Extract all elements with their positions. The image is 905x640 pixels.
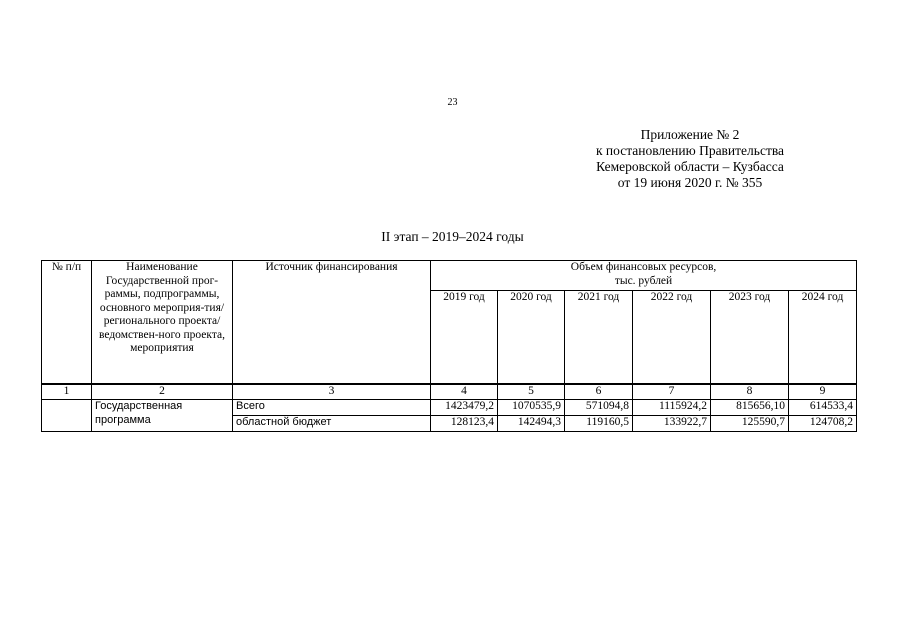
table-row	[42, 400, 857, 416]
header-year: 2023 год	[711, 291, 789, 385]
value-cell: 133922,7	[633, 416, 711, 432]
stage-title: II этап – 2019–2024 годы	[381, 229, 524, 244]
value-cell: 128123,4	[431, 416, 498, 432]
column-number: 5	[498, 384, 565, 400]
value-cell: 1115924,2	[633, 400, 711, 416]
column-number: 2	[92, 384, 233, 400]
header-num: № п/п	[42, 261, 92, 385]
value-cell: 571094,8	[565, 400, 633, 416]
approval-stamp	[560, 127, 820, 191]
value-cell: 815656,10	[711, 400, 789, 416]
source-cell: областной бюджет	[233, 416, 431, 432]
value-cell: 1070535,9	[498, 400, 565, 416]
column-number: 6	[565, 384, 633, 400]
column-number: 7	[633, 384, 711, 400]
value-cell: 125590,7	[711, 416, 789, 432]
header-year: 2019 год	[431, 291, 498, 385]
value-cell: 614533,4	[789, 400, 857, 416]
value-cell: 142494,3	[498, 416, 565, 432]
column-number: 8	[711, 384, 789, 400]
row-num-cell	[42, 400, 92, 432]
value-cell: 124708,2	[789, 416, 857, 432]
column-number: 9	[789, 384, 857, 400]
approval-line-3: Кемеровской области – Кузбасса	[596, 159, 784, 174]
program-name-cell: Государственная программа	[92, 400, 233, 432]
header-year: 2022 год	[633, 291, 711, 385]
approval-line-4: от 19 июня 2020 г. № 355	[617, 175, 763, 190]
header-year: 2024 год	[789, 291, 857, 385]
header-volume-line1: Объем финансовых ресурсов,	[570, 261, 717, 273]
column-number: 3	[233, 384, 431, 400]
approval-line-1: Приложение № 2	[640, 127, 740, 142]
page-number: 23	[447, 97, 458, 108]
value-cell: 119160,5	[565, 416, 633, 432]
header-name: Наименование Государственной прог-раммы, подпрограммы, основного мероприя-тия/ регионального проекта/ ведомствен-ного проекта, мероприятия	[92, 261, 233, 385]
source-cell: Всего	[233, 400, 431, 416]
financing-table	[41, 260, 857, 432]
header-source: Источник финансирования	[233, 261, 431, 385]
header-volume-line2: тыс. рублей	[614, 274, 673, 287]
approval-line-2: к постановлению Правительства	[595, 143, 785, 158]
header-volume	[431, 261, 857, 291]
column-number: 1	[42, 384, 92, 400]
column-number: 4	[431, 384, 498, 400]
header-year: 2020 год	[498, 291, 565, 385]
header-year: 2021 год	[565, 291, 633, 385]
value-cell: 1423479,2	[431, 400, 498, 416]
